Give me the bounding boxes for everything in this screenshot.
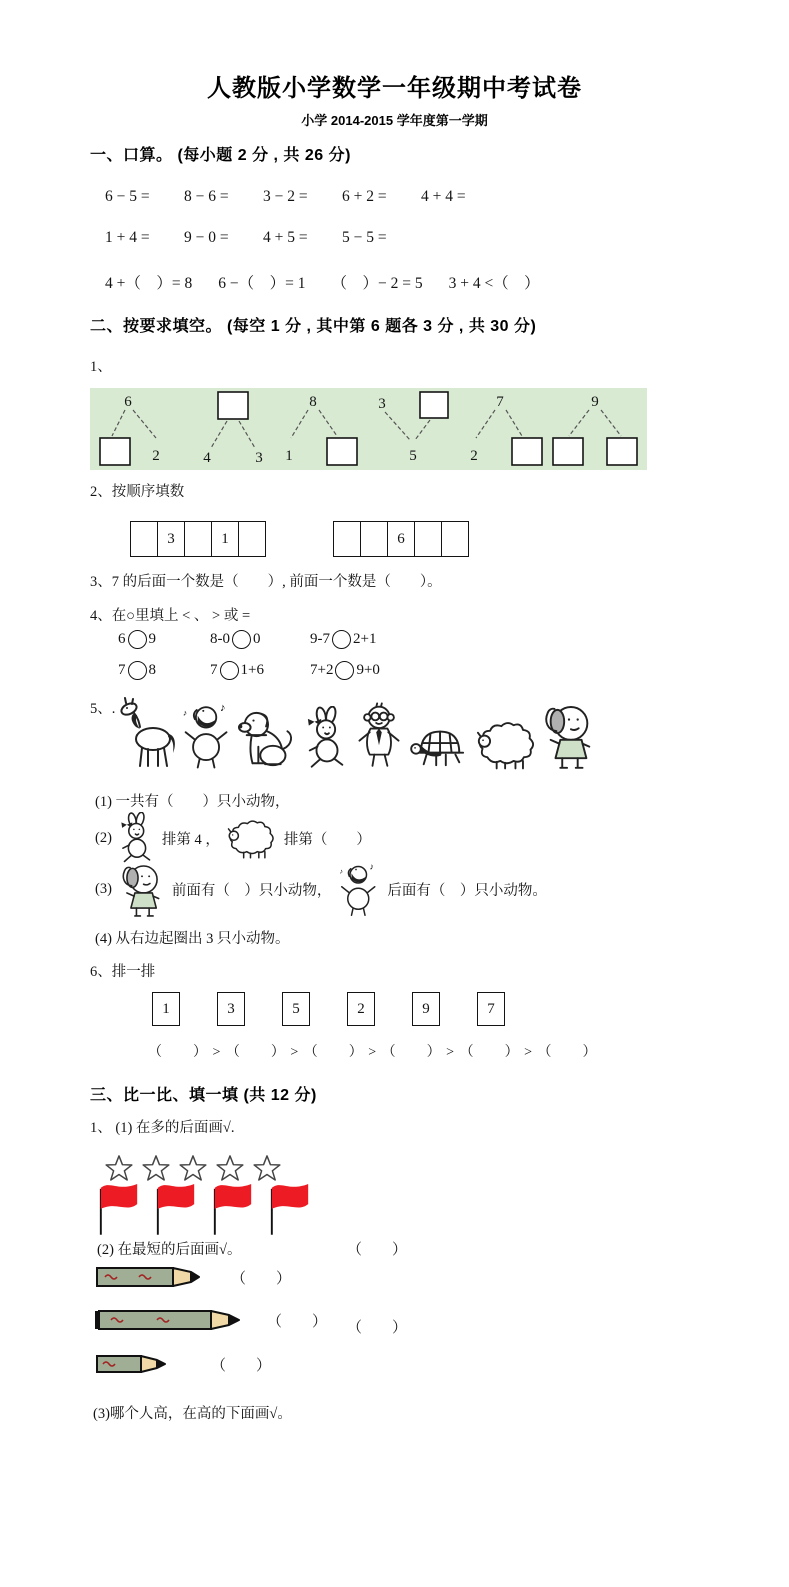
equation: （ ）− 2 = 5 (331, 275, 423, 292)
oral-math-row-2 (105, 229, 500, 247)
compare-item: 6 9 (118, 631, 156, 647)
sheep-icon (476, 718, 538, 770)
compare-circle (128, 630, 147, 649)
pencil-row-short (95, 1352, 271, 1376)
sequence-cell (239, 522, 266, 557)
number-bond-inverted (370, 390, 458, 468)
section-2-heading: 二、按要求填空。 (每空 1 分 , 其中第 6 题各 3 分 , 共 30 分) (90, 318, 537, 335)
q1-label: 1、 (90, 359, 112, 375)
sequence-table-2 (333, 521, 469, 557)
sequence-cell (361, 522, 388, 557)
turtle-icon (409, 720, 473, 770)
sequence-cell (415, 522, 442, 557)
answer-box (100, 438, 130, 465)
equation: 9 − 0 = (184, 229, 229, 246)
sheep-icon (227, 817, 277, 859)
sequence-cell (131, 522, 158, 557)
svg-text:8: 8 (309, 394, 317, 410)
sequence-cell: 3 (158, 522, 185, 557)
page-title: 人教版小学数学一年级期中考试卷 (207, 75, 582, 102)
number-card: 9 (412, 992, 440, 1026)
answer-blank: （ ） (267, 1313, 328, 1330)
number-bond (460, 390, 548, 468)
equation: 6 −（ ）= 1 (218, 275, 306, 292)
flag-icon (268, 1177, 312, 1237)
number-card: 5 (282, 992, 310, 1026)
number-card: 7 (477, 992, 505, 1026)
number-bond (189, 390, 277, 468)
horse-icon (118, 696, 178, 770)
equation: 6 + 2 = (342, 188, 387, 205)
elephant-icon (119, 860, 165, 918)
answer-blank: （ ） (231, 1270, 292, 1287)
compare-item: 7 8 (118, 662, 156, 678)
animal-row (118, 690, 597, 770)
equation: 1 + 4 = (105, 229, 150, 246)
answer-box (512, 438, 542, 465)
pencil-icon (95, 1352, 171, 1376)
answer-box (607, 438, 637, 465)
inequality-blanks: （ ） > （ ） > （ ） > （ ） > （ ） > （ ） (148, 1045, 598, 1060)
number-bond (551, 390, 639, 468)
svg-text:3: 3 (254, 450, 263, 466)
svg-text:6: 6 (124, 394, 132, 410)
compare-circle (128, 661, 147, 680)
compare-circle (332, 630, 351, 649)
equation: 8 − 6 = (184, 188, 229, 205)
pencil-icon (95, 1306, 243, 1334)
number-card: 3 (217, 992, 245, 1026)
svg-text:9: 9 (591, 394, 599, 410)
sequence-cell (442, 522, 469, 557)
equation: 5 − 5 = (342, 229, 387, 246)
equation: 4 + 4 = (421, 188, 466, 205)
compare-item: 7+2 9+0 (310, 662, 380, 678)
compare-item: 9-7 2+1 (310, 631, 377, 647)
svg-text:2: 2 (152, 448, 160, 464)
section-1-heading: 一、口算。 (每小题 2 分 , 共 26 分) (90, 147, 351, 164)
svg-text:5: 5 (409, 448, 417, 464)
q5-sub3: (3) 前面有（ ）只小动物， 后面有（ ）只小动物。 (95, 860, 547, 918)
equation: 4 +（ ）= 8 (105, 275, 193, 292)
sequence-cell (185, 522, 212, 557)
answer-box (218, 392, 248, 419)
singing-dog-icon (338, 861, 380, 917)
compare-circle (232, 630, 251, 649)
number-box-row (152, 992, 505, 1026)
compare-circle (335, 661, 354, 680)
compare-item: 8-0 0 (210, 631, 261, 647)
q3-text: 3、7 的后面一个数是（ ）, 前面一个数是（ ）。 (90, 574, 442, 590)
s3-q2-label: (2) 在最短的后面画√。 (97, 1238, 242, 1259)
compare-row-2 (118, 661, 380, 680)
equation: 3 − 2 = (263, 188, 308, 205)
answer-box (327, 438, 357, 465)
svg-text:1: 1 (285, 448, 293, 464)
q5-sub2: (2) 排第 4 ， 排第（ ） (95, 812, 371, 864)
number-bond (279, 390, 367, 468)
sequence-cell: 6 (388, 522, 415, 557)
elephant-icon (541, 700, 597, 770)
svg-text:7: 7 (496, 394, 505, 410)
flag-icon (154, 1177, 198, 1237)
q5-sub1: (1) 一共有（ ）只小动物， (95, 794, 290, 810)
answer-box (420, 392, 448, 418)
answer-blank: （ ） (347, 1242, 408, 1258)
compare-item: 7 1+6 (210, 662, 264, 678)
monkey-icon (352, 702, 406, 770)
pencil-icon (95, 1264, 203, 1290)
oral-math-row-3 (105, 271, 540, 293)
section-3-heading: 三、比一比、填一填 (共 12 分) (90, 1087, 317, 1104)
sequence-cell (334, 522, 361, 557)
number-card: 1 (152, 992, 180, 1026)
q4-label: 4、在○里填上 < 、 > 或 = (90, 608, 251, 624)
pencil-row-medium (95, 1264, 291, 1290)
number-bond-panel (90, 388, 647, 470)
flag-icon (211, 1177, 255, 1237)
singing-dog-icon (181, 700, 233, 770)
answer-blank: （ ） (347, 1320, 408, 1336)
equation: 3 + 4 <（ ） (448, 275, 540, 292)
dog-icon (236, 708, 302, 770)
answer-box (553, 438, 583, 465)
svg-text:4: 4 (202, 450, 211, 466)
equation: 6 − 5 = (105, 188, 150, 205)
compare-circle (220, 661, 239, 680)
sequence-table-1 (130, 521, 266, 557)
compare-row-1 (118, 630, 376, 649)
s3-q1-label: 1、 (1) 在多的后面画√. (90, 1120, 235, 1136)
pencil-row-long (95, 1306, 327, 1334)
answer-blank-column (347, 1185, 407, 1393)
number-bond (98, 390, 186, 468)
svg-text:2: 2 (470, 448, 479, 464)
rabbit-icon (119, 812, 155, 864)
oral-math-row-1 (105, 188, 500, 206)
equation: 4 + 5 = (263, 229, 308, 246)
svg-text:3: 3 (378, 396, 386, 412)
answer-blank: （ ） (211, 1357, 272, 1374)
rabbit-icon (305, 706, 349, 770)
flag-icon (97, 1177, 141, 1237)
sequence-cell: 1 (212, 522, 239, 557)
s3-q3-label: (3)哪个人高，在高的下面画√。 (93, 1406, 292, 1422)
q6-label: 6、排一排 (90, 964, 156, 980)
page-subtitle: 小学 2014-2015 学年度第一学期 (301, 113, 488, 128)
q5-sub4: (4) 从右边起圈出 3 只小动物。 (95, 931, 290, 947)
q2-label: 2、按顺序填数 (90, 484, 185, 500)
number-card: 2 (347, 992, 375, 1026)
q5-label: 5、. (90, 701, 116, 717)
